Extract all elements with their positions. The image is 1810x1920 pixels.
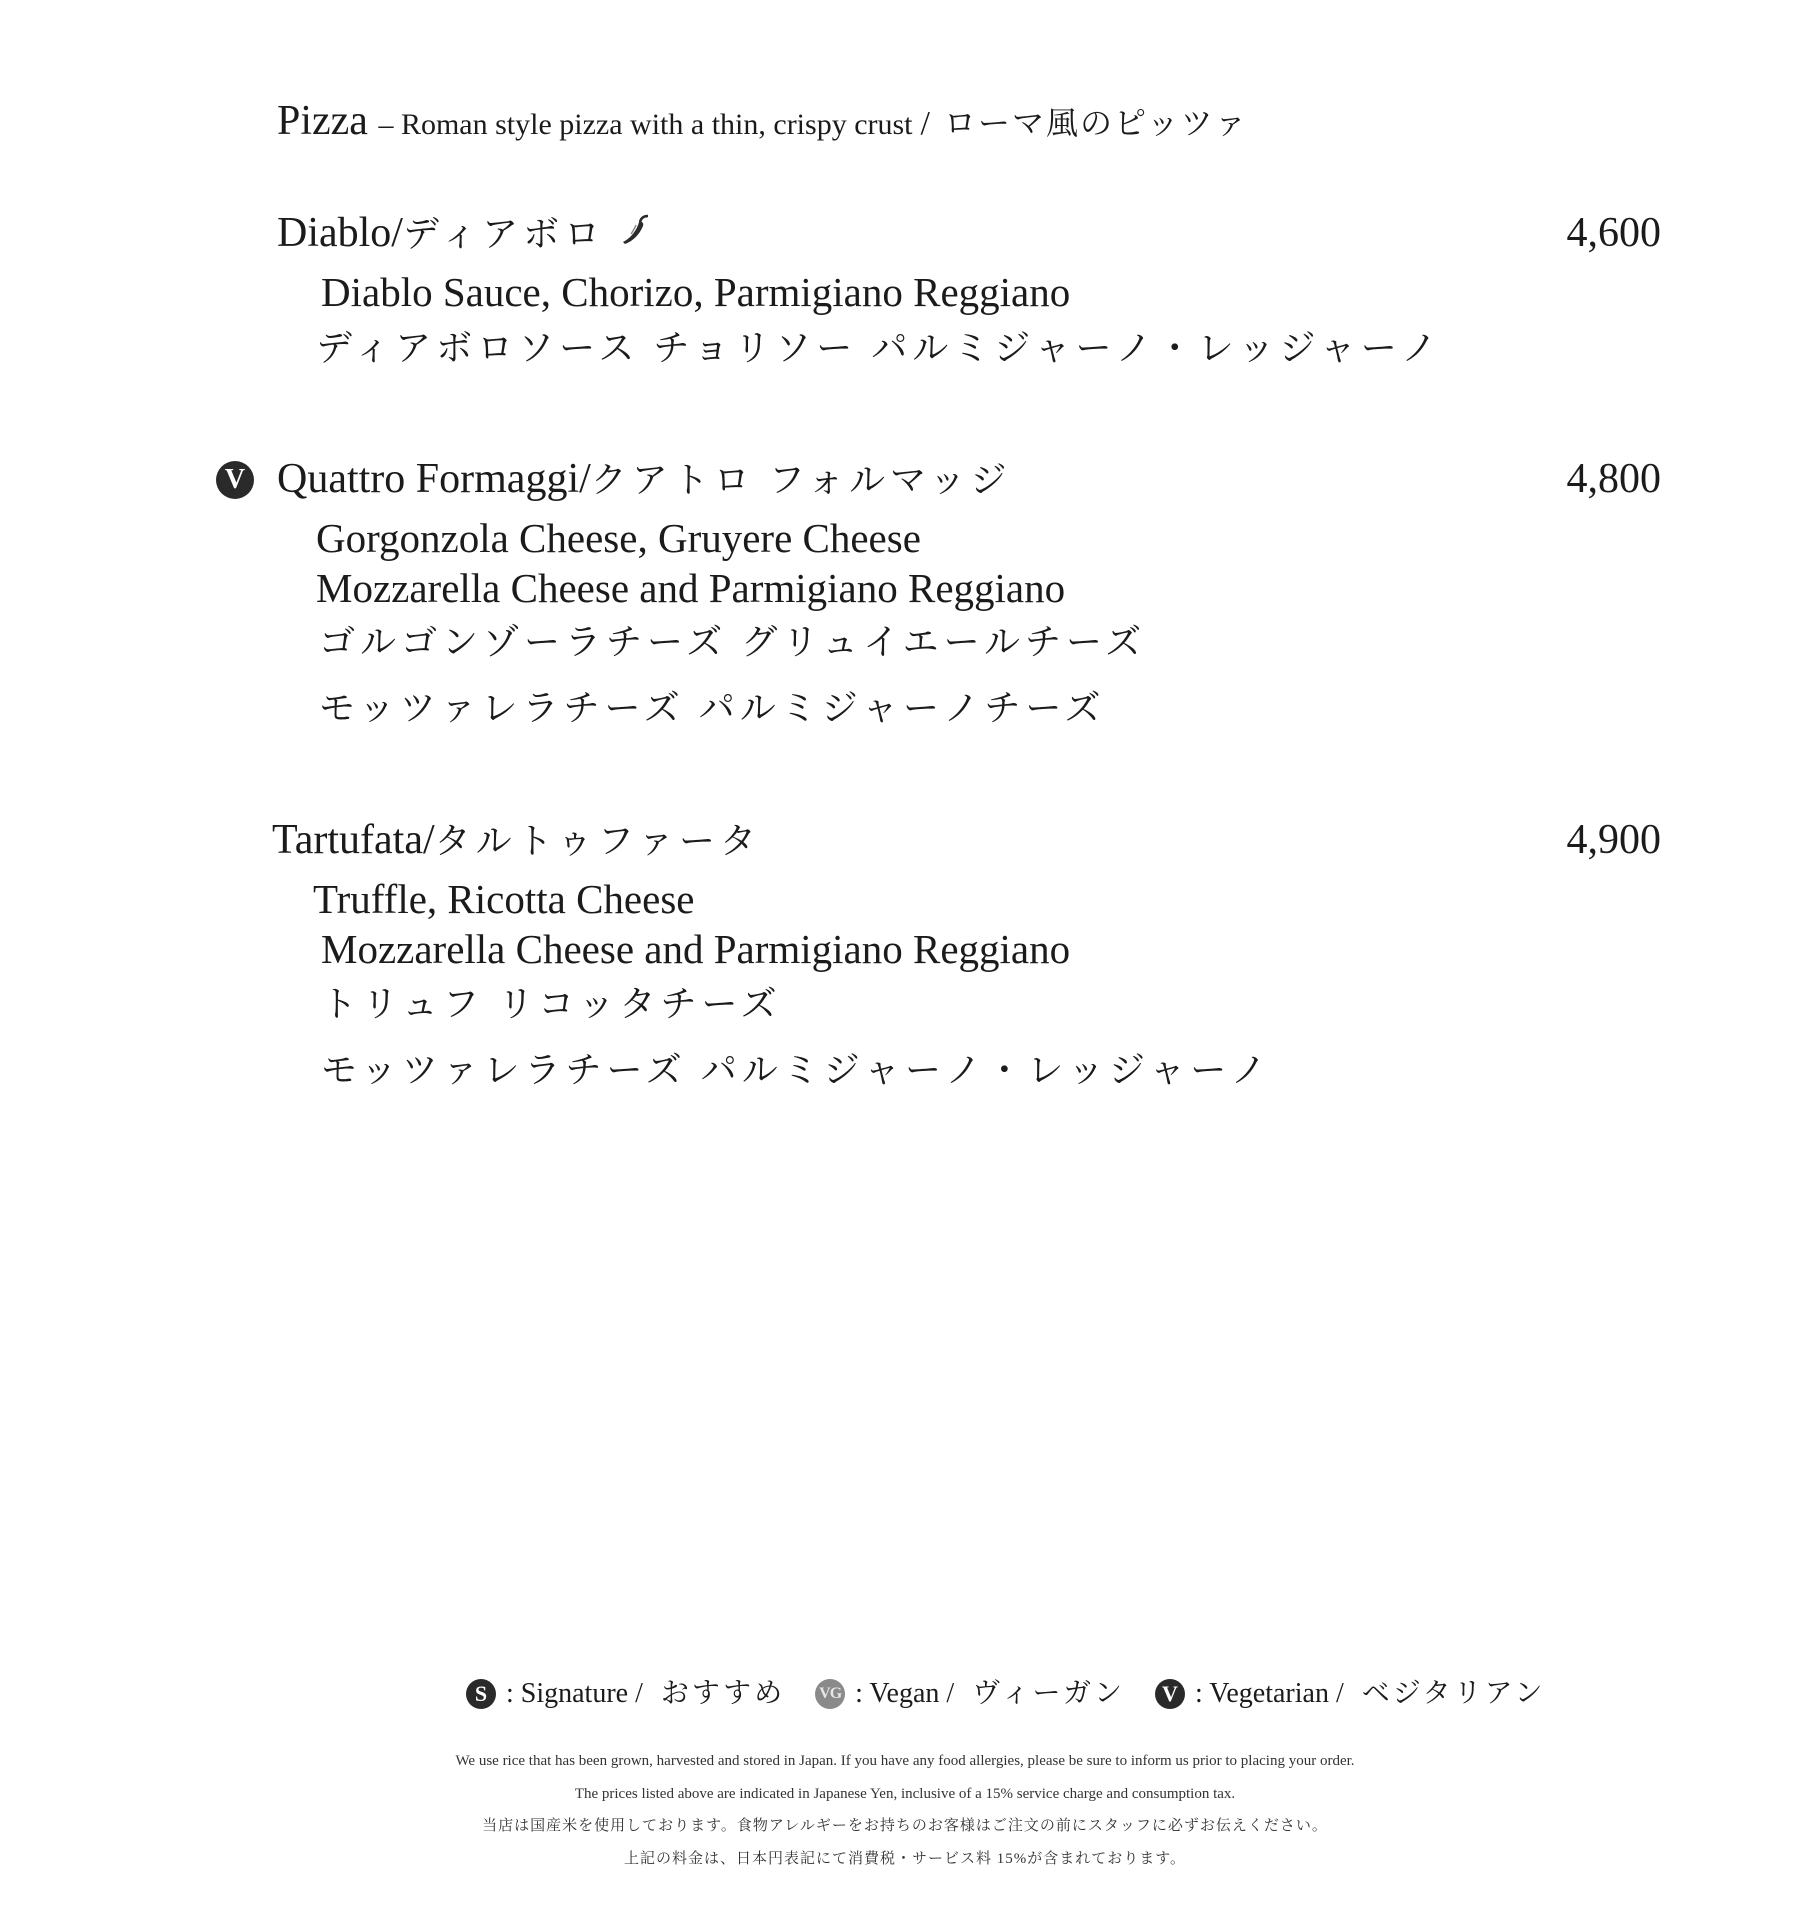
- section-header: [277, 96, 1248, 150]
- vegetarian-badge-icon: V: [216, 461, 254, 499]
- item-description-ja: ゴルゴンゾーラチーズ グリュイエールチーズ: [319, 622, 1147, 662]
- item-description-en: Mozzarella Cheese and Parmigiano Reggiano: [321, 926, 1071, 972]
- section-title: Pizza: [277, 98, 368, 144]
- item-description-ja: ディアボロソース チョリソー パルミジャーノ・レッジャーノ: [316, 328, 1443, 368]
- item-description-en: Diablo Sauce, Chorizo, Parmigiano Reggiano: [321, 269, 1071, 315]
- allergy-note-ja: 当店は国産米を使用しております。食物アレルギーをお持ちのお客様はご注文の前にスタッフに必ずお伝えください。: [482, 1818, 1328, 1834]
- allergy-note-en: We use rice that has been grown, harvested and stored in Japan. If you have any food allergies, please be sure to inform us prior to placing your order.: [455, 1753, 1355, 1769]
- item-price: 4,800: [1566, 456, 1661, 502]
- item-name-ja: クアトロ フォルマッジ: [590, 460, 1012, 500]
- legend-label-en: : Signature /: [506, 1678, 643, 1709]
- chili-pepper-icon: [617, 212, 653, 248]
- legend-label-ja: ヴィーガン: [972, 1678, 1125, 1709]
- legend-label-ja: おすすめ: [660, 1678, 786, 1709]
- dietary-legend: [466, 1676, 1575, 1712]
- menu-item-name: [272, 815, 761, 866]
- vegetarian-badge-icon: V: [1155, 1679, 1185, 1709]
- section-subtitle: – Roman style pizza with a thin, crispy crust: [378, 108, 913, 141]
- item-name-ja: ディアボロ: [402, 214, 606, 254]
- legend-label-en: : Vegan /: [855, 1678, 955, 1709]
- section-title-ja: ローマ風のピッツァ: [943, 105, 1249, 141]
- item-description-en: Gorgonzola Cheese, Gruyere Cheese: [316, 515, 921, 561]
- price-note-ja: 上記の料金は、日本円表記にて消費税・サービス料 15%が含まれております。: [623, 1851, 1187, 1867]
- item-description-ja: モッツァレラチーズ パルミジャーノ・レッジャーノ: [321, 1050, 1272, 1090]
- header-slash: /: [920, 105, 930, 142]
- menu-item-name: [277, 208, 653, 259]
- item-name-en: Diablo/: [277, 210, 403, 256]
- item-description-en: Truffle, Ricotta Cheese: [313, 876, 695, 922]
- legend-label-en: : Vegetarian /: [1194, 1678, 1344, 1709]
- item-description-ja: トリュフ リコッタチーズ: [321, 984, 782, 1024]
- item-price: 4,900: [1566, 817, 1661, 863]
- item-name-ja: タルトゥファータ: [434, 821, 762, 861]
- vegan-badge-icon: VG: [815, 1679, 845, 1709]
- menu-item-name: [277, 454, 1012, 505]
- item-price: 4,600: [1566, 210, 1661, 256]
- item-name-en: Tartufata/: [272, 817, 435, 863]
- signature-badge-icon: S: [466, 1679, 496, 1709]
- price-note-en: The prices listed above are indicated in Japanese Yen, inclusive of a 15% service charge and consumption tax.: [574, 1786, 1236, 1802]
- item-description-en: Mozzarella Cheese and Parmigiano Reggiano: [316, 565, 1066, 611]
- legend-label-ja: ベジタリアン: [1361, 1678, 1546, 1709]
- item-description-ja: モッツァレラチーズ パルミジャーノチーズ: [319, 688, 1106, 728]
- item-name-en: Quattro Formaggi/: [277, 456, 591, 502]
